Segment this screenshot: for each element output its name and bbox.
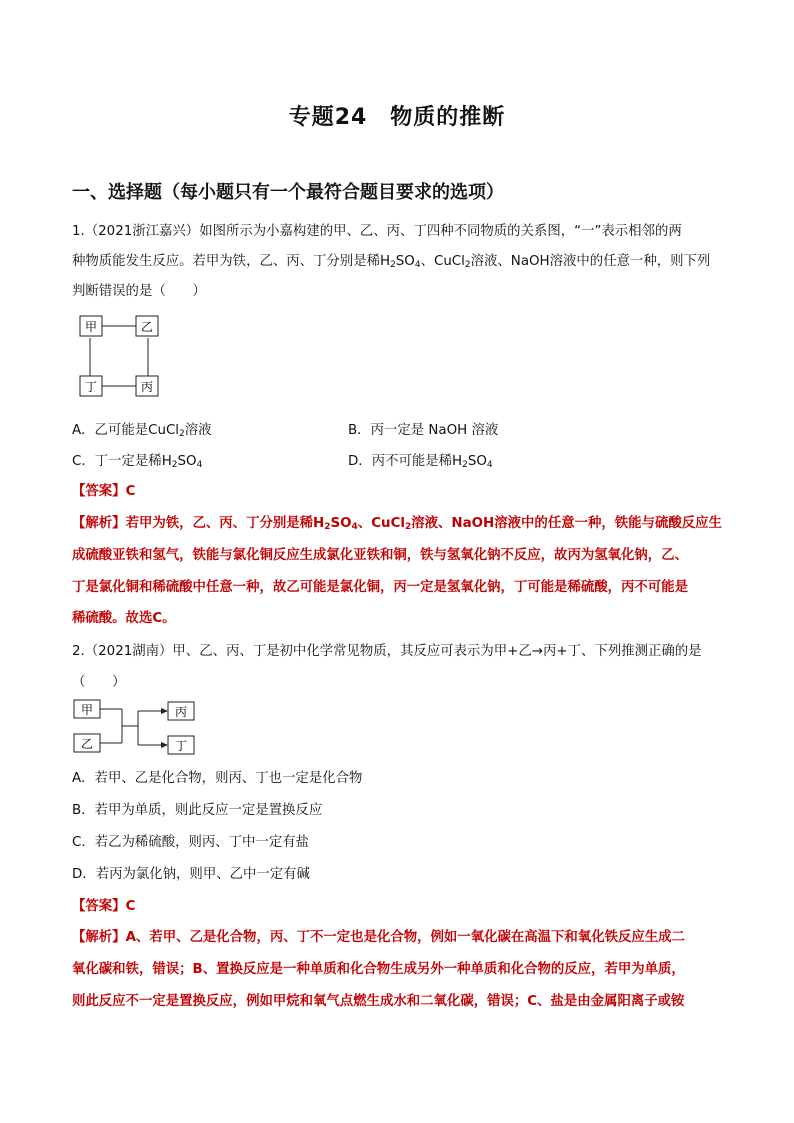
- q1-line-2: 种物质能发生反应。若甲为铁，乙、丙、丁分别是稀$H_2SO_4$、CuCl$_2$溶液、NaOH溶液中的任意一种，则下列: [72, 254, 711, 270]
- node-yi: 乙: [140, 320, 154, 334]
- q1-relation-diagram: [72, 314, 172, 404]
- q2-answer: 【答案】C: [72, 899, 136, 914]
- q2-line-2: （ ）: [72, 675, 126, 690]
- node-ding: 丁: [84, 380, 98, 394]
- q1-line-3: 判断错误的是（ ）: [72, 284, 206, 299]
- q1-option-b: B．丙一定是 NaOH 溶液: [348, 423, 499, 438]
- q2-analysis-line-3: 则此反应不一定是置换反应，例如甲烷和氧气点燃生成水和二氧化碳，错误；C、盐是由金属阳离子或铵: [72, 994, 685, 1009]
- q2-reaction-diagram: [72, 698, 202, 758]
- node-jia: 甲: [84, 320, 98, 334]
- node-yi: 乙: [80, 737, 94, 751]
- node-ding: 丁: [174, 739, 188, 753]
- q1-option-a: A．乙可能是CuCl$_2$溶液: [72, 423, 212, 439]
- q1-analysis-line-3: 丁是氯化铜和稀硫酸中任意一种，故乙可能是氯化铜，丙一定是氢氧化钠，丁可能是稀硫酸，丙不可能是: [72, 580, 688, 595]
- q1-answer: 【答案】C: [72, 484, 136, 499]
- q2-line-1: 2.（2021湖南）甲、乙、丙、丁是初中化学常见物质，其反应可表示为甲+乙→丙+丁、下列推测正确的是: [72, 644, 702, 659]
- page-title: 专题24 物质的推断: [288, 105, 506, 130]
- q2-option-b: B．若甲为单质，则此反应一定是置换反应: [72, 803, 323, 818]
- q1-option-d: D．丙不可能是稀$H_2SO_4$: [348, 454, 493, 470]
- q1-analysis-line-4: 稀硫酸。故选C。: [72, 611, 176, 626]
- q1-analysis-line-1: 【解析】若甲为铁，乙、丙、丁分别是稀$H_2SO_4$、CuCl$_2$溶液、NaOH溶液中的任意一种，铁能与硫酸反应生: [72, 516, 722, 532]
- q2-analysis-line-2: 氧化碳和铁，错误；B、置换反应是一种单质和化合物生成另外一种单质和化合物的反应，若甲为单质，: [72, 962, 685, 977]
- q2-option-a: A．若甲、乙是化合物，则丙、丁也一定是化合物: [72, 771, 363, 786]
- q2-analysis-line-1: 【解析】A、若甲、乙是化合物，丙、丁不一定也是化合物，例如一氧化碳在高温下和氧化铁反应生成二: [72, 930, 685, 945]
- q1-analysis-line-2: 成硫酸亚铁和氢气，铁能与氯化铜反应生成氯化亚铁和铜，铁与氢氧化钠不反应，故丙为氢氧化钠，乙、: [72, 548, 688, 563]
- q1-line-1: 1.（2021浙江嘉兴）如图所示为小嘉构建的甲、乙、丙、丁四种不同物质的关系图，“一”表示相邻的两: [72, 224, 682, 239]
- node-bing: 丙: [174, 705, 188, 719]
- section-heading: 一、选择题（每小题只有一个最符合题目要求的选项）: [72, 182, 504, 203]
- q2-option-d: D．若丙为氯化钠，则甲、乙中一定有碱: [72, 867, 310, 882]
- node-jia: 甲: [80, 703, 94, 717]
- node-bing: 丙: [140, 380, 154, 394]
- q1-option-c: C．丁一定是稀$H_2SO_4$: [72, 454, 203, 470]
- q2-option-c: C．若乙为稀硫酸，则丙、丁中一定有盐: [72, 835, 309, 850]
